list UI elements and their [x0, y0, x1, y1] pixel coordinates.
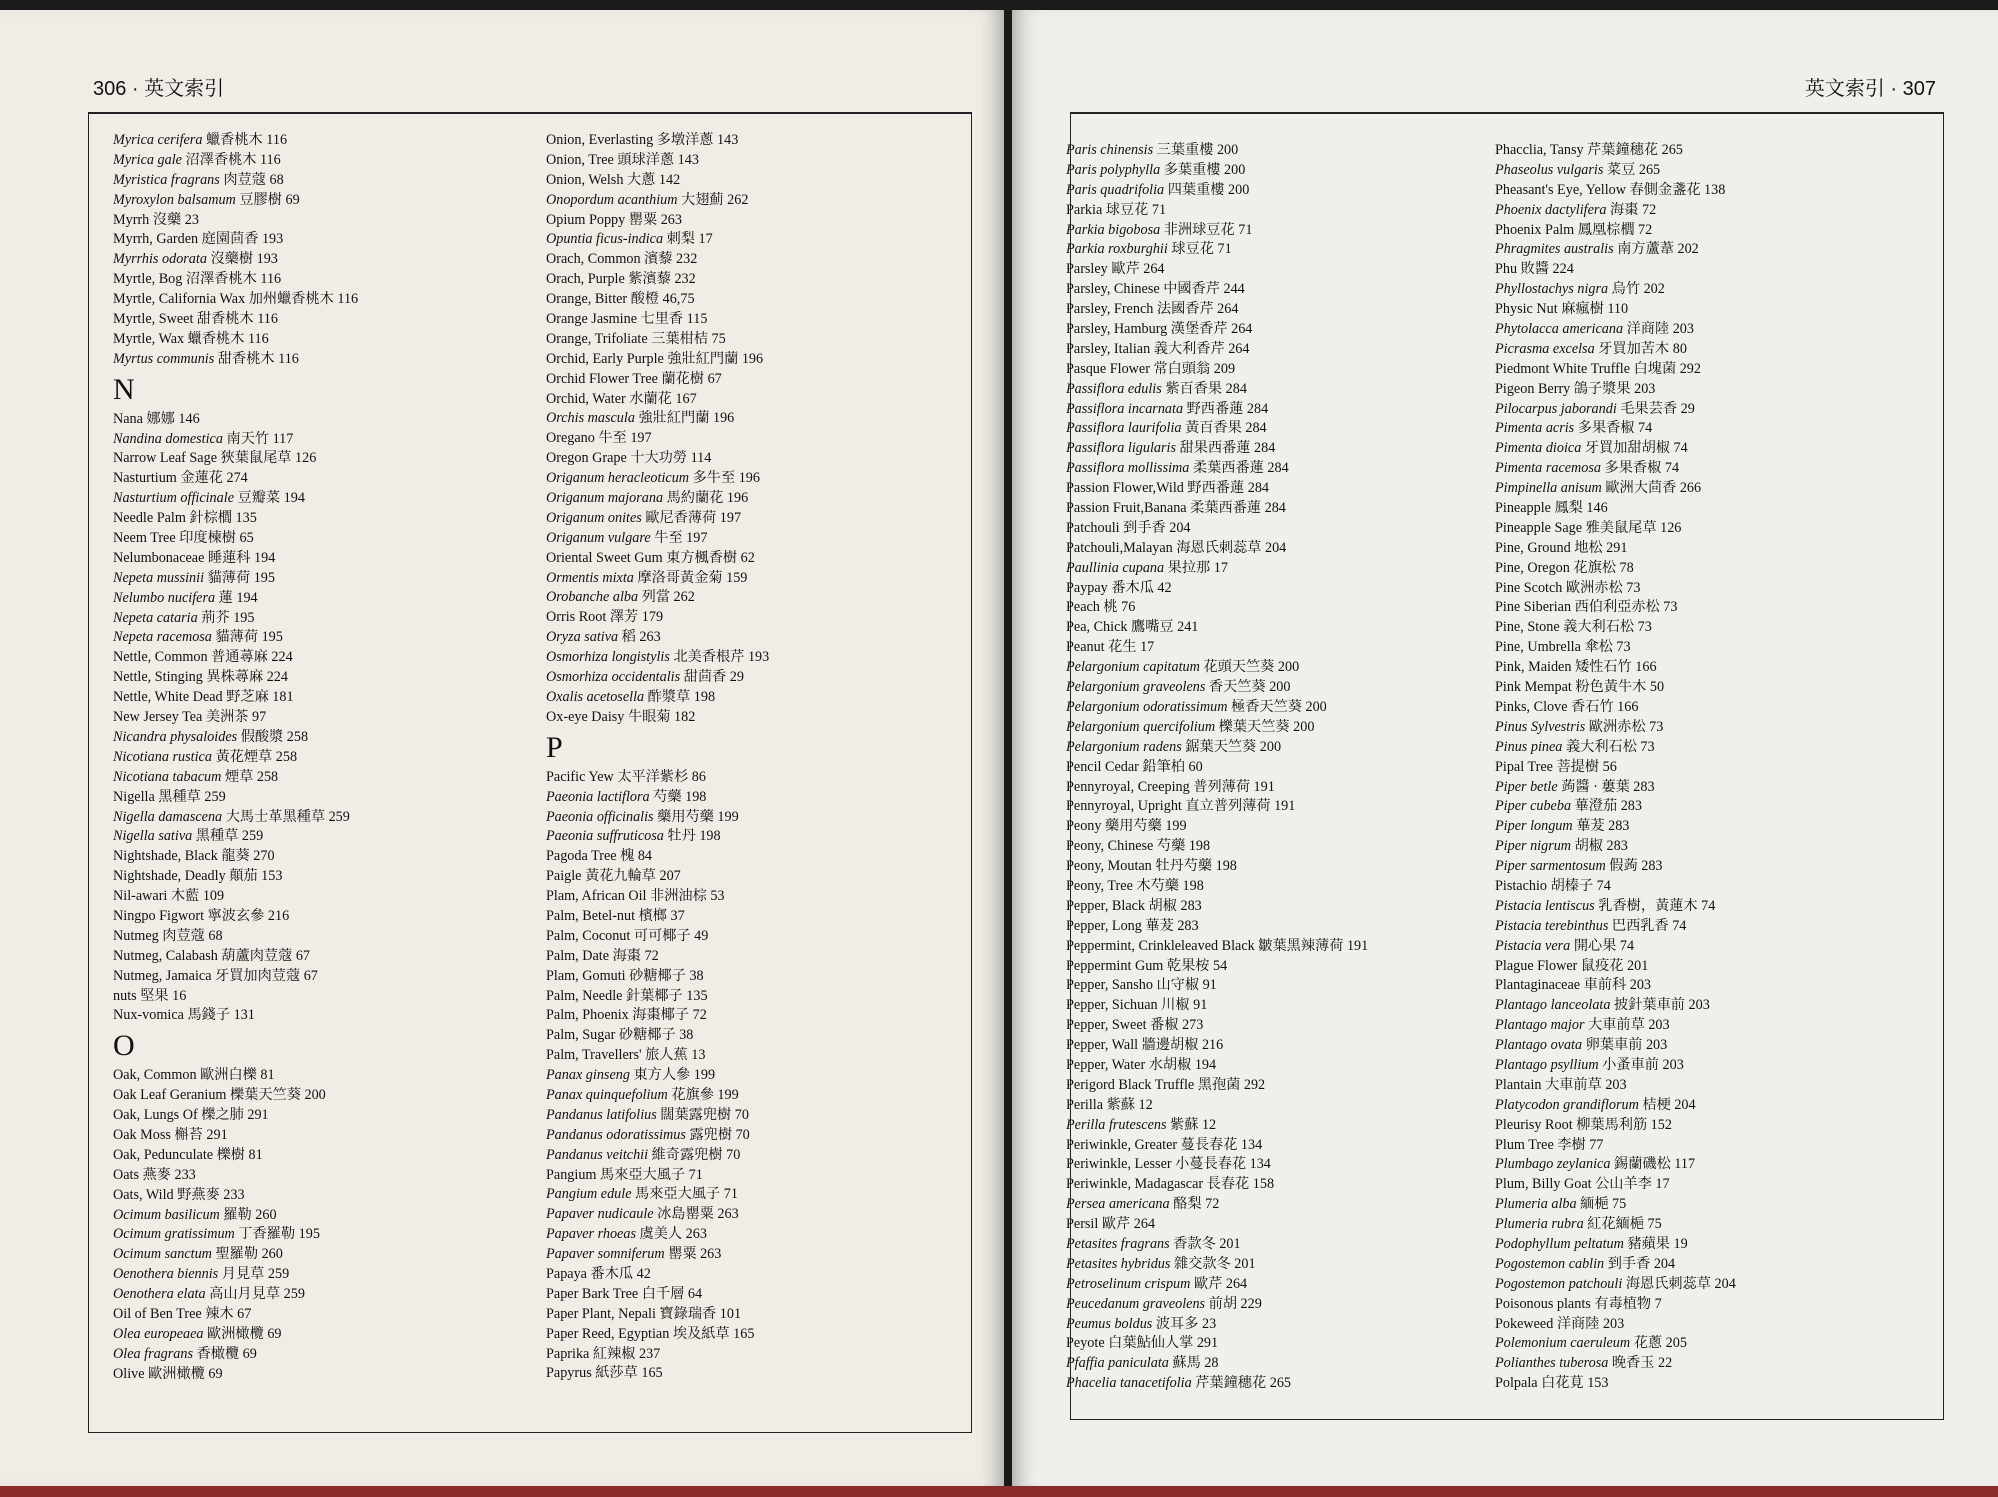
index-entry: Oregon Grape 十大功勞 114	[546, 450, 712, 467]
index-entry: Pine, Oregon 花旗松 78	[1495, 559, 1634, 576]
index-entry: Petasites hybridus 雜交款冬 201	[1066, 1255, 1256, 1272]
index-entry: Nigella sativa 黑種草 259	[113, 828, 264, 845]
index-entry: Orange, Bitter 酸橙 46,75	[546, 291, 695, 308]
index-entry: Plumeria rubra 紅花緬梔 75	[1495, 1216, 1662, 1233]
index-entry: Olea fragrans 香橄欖 69	[113, 1345, 257, 1362]
index-entry: Pogostemon cablin 到手香 204	[1495, 1255, 1676, 1272]
index-entry: Pine Siberian 西伯利亞赤松 73	[1495, 599, 1678, 616]
index-entry: Plum, Billy Goat 公山羊李 17	[1495, 1176, 1670, 1193]
index-entry: Phu 敗醬 224	[1495, 261, 1574, 278]
index-entry: Pistacia lentiscus 乳香樹，黃蓮木 74	[1495, 897, 1716, 914]
index-entry: Opium Poppy 罌粟 263	[546, 211, 682, 228]
index-entry: Nasturtium officinale 豆瓣菜 194	[113, 490, 305, 507]
index-entry: Plum Tree 李樹 77	[1495, 1136, 1604, 1153]
index-entry: Palm, Date 海棗 72	[546, 947, 659, 964]
index-entry: Plague Flower 鼠疫花 201	[1495, 957, 1649, 974]
index-entry: Neem Tree 印度楝樹 65	[113, 530, 254, 547]
index-entry: Passion Fruit,Banana 柔葉西番蓮 284	[1066, 500, 1286, 517]
index-entry: Pineapple 鳳梨 146	[1495, 500, 1608, 517]
index-entry: Plantain 大車前草 203	[1495, 1076, 1627, 1093]
index-entry: Oregano 牛至 197	[546, 430, 652, 447]
index-entry: Olea europeaea 歐洲橄欖 69	[113, 1325, 282, 1342]
index-entry: Myrrhis odorata 沒藥樹 193	[113, 251, 278, 268]
index-entry: Phacclia, Tansy 芹葉鐘穗花 265	[1495, 142, 1683, 158]
index-entry: Persea americana 酪梨 72	[1066, 1196, 1220, 1213]
index-entry: Pelargonium capitatum 花頭天竺葵 200	[1066, 659, 1300, 676]
index-entry: Paris chinensis 三葉重樓 200	[1066, 142, 1239, 158]
index-entry: Myrtle, Bog 沼澤香桃木 116	[113, 271, 282, 288]
index-entry: Osmorhiza occidentalis 甜茴香 29	[546, 669, 744, 686]
index-entry: Oak, Common 歐洲白櫟 81	[113, 1067, 275, 1084]
index-entry: Parkia roxburghii 球豆花 71	[1066, 241, 1232, 258]
index-entry: Passiflora laurifolia 黃百香果 284	[1066, 420, 1267, 437]
index-entry: Nana 娜娜 146	[113, 410, 200, 427]
index-entry: Ocimum sanctum 聖羅勒 260	[113, 1246, 283, 1263]
index-entry: Nandina domestica 南天竹 117	[113, 430, 294, 447]
index-entry: Papaver rhoeas 虞美人 263	[546, 1226, 707, 1243]
index-entry: Orchid, Early Purple 強壯紅門蘭 196	[546, 350, 764, 367]
index-entry: Orange, Trifoliate 三葉柑桔 75	[546, 330, 726, 347]
index-entry: Pepper, Sansho 山守椒 91	[1066, 977, 1217, 994]
index-entry: Paeonia lactiflora 芍藥 198	[546, 788, 707, 805]
index-entry: Pepper, Black 胡椒 283	[1066, 897, 1202, 914]
index-entry: Periwinkle, Madagascar 長春花 158	[1066, 1176, 1275, 1193]
index-entry: Passiflora mollissima 柔葉西番蓮 284	[1066, 460, 1289, 477]
index-entry: Paigle 黃花九輪草 207	[546, 868, 681, 885]
index-entry: Pimenta dioica 牙買加甜胡椒 74	[1495, 440, 1688, 457]
index-entry: Palm, Betel-nut 檳榔 37	[546, 907, 685, 924]
index-entry: Orobanche alba 列當 262	[546, 589, 695, 606]
index-entry: Pangium 馬來亞大風子 71	[546, 1166, 703, 1183]
index-entry: Oats, Wild 野燕麥 233	[113, 1186, 245, 1203]
index-entry: Oak Moss 槲苔 291	[113, 1126, 228, 1143]
index-entry: Nux-vomica 馬錢子 131	[113, 1007, 255, 1024]
index-entry: Pepper, Sweet 番椒 273	[1066, 1017, 1204, 1034]
index-entry: Orchid Flower Tree 蘭花樹 67	[546, 370, 722, 387]
index-entry: Onopordum acanthium 大翅薊 262	[546, 191, 749, 208]
index-entry: Oak, Lungs Of 櫟之肺 291	[113, 1107, 269, 1124]
index-entry: Origanum heracleoticum 多牛至 196	[546, 470, 760, 487]
index-entry: Piper betle 蒟醬 · 蔞葉 283	[1495, 778, 1655, 795]
index-entry: Pistacia vera 開心果 74	[1495, 937, 1635, 954]
index-entry: Parsley, Italian 義大利香芹 264	[1066, 340, 1250, 357]
index-entry: Pasque Flower 常白頭翁 209	[1066, 360, 1236, 377]
index-entry: Nil-awari 木藍 109	[113, 888, 225, 905]
index-entry: Nightshade, Black 龍葵 270	[113, 848, 275, 865]
index-entry: Nettle, White Dead 野芝麻 181	[113, 689, 294, 706]
index-entry: Picrasma excelsa 牙買加苦木 80	[1495, 340, 1687, 357]
index-entry: Pelargonium quercifolium 櫟葉天竺葵 200	[1066, 718, 1315, 735]
index-entry: Origanum vulgare 牛至 197	[546, 529, 708, 546]
index-entry: Myrtle, Sweet 甜香桃木 116	[113, 311, 278, 328]
index-entry: Narrow Leaf Sage 狹葉鼠尾草 126	[113, 450, 317, 467]
index-entry: Nelumbonaceae 睡蓮科 194	[113, 549, 276, 566]
index-entry: Perilla 紫蘇 12	[1066, 1096, 1153, 1113]
index-entry: Parsley, Hamburg 漢堡香芹 264	[1066, 321, 1253, 338]
index-entry: Pepper, Sichuan 川椒 91	[1066, 997, 1208, 1014]
index-entry: Passiflora incarnata 野西番蓮 284	[1066, 400, 1269, 417]
index-entry: Pistacia terebinthus 巴西乳香 74	[1495, 917, 1687, 934]
index-entry: Peucedanum graveolens 前胡 229	[1066, 1295, 1262, 1312]
index-entry: Nettle, Stinging 異株蕁麻 224	[113, 669, 288, 686]
index-entry: Perigord Black Truffle 黑孢菌 292	[1066, 1076, 1266, 1093]
index-entry: Poisonous plants 有毒植物 7	[1495, 1295, 1662, 1312]
index-entry: Papaya 番木瓜 42	[546, 1265, 651, 1282]
index-entry: Pipal Tree 菩提樹 56	[1495, 758, 1617, 775]
index-entry: Myrica gale 沼澤香桃木 116	[113, 151, 281, 168]
index-entry: Phytolacca americana 洋商陸 203	[1495, 321, 1694, 338]
index-entry: Parsley 歐芹 264	[1066, 261, 1165, 278]
index-entry: Pinus pinea 義大利石松 73	[1495, 738, 1655, 755]
index-entry: Oats 燕麥 233	[113, 1166, 196, 1183]
index-entry: Ocimum basilicum 羅勒 260	[113, 1206, 277, 1223]
index-entry: Myrica cerifera 蠟香桃木 116	[113, 132, 288, 148]
index-entry: Onion, Everlasting 多墩洋蔥 143	[546, 132, 739, 148]
index-entry: Periwinkle, Greater 蔓長春花 134	[1066, 1136, 1263, 1153]
index-entry: Orange Jasmine 七里香 115	[546, 311, 708, 328]
index-entry: Panax ginseng 東方人參 199	[546, 1067, 716, 1084]
index-entry: Nelumbo nucifera 蓮 194	[113, 589, 258, 606]
index-entry: Paprika 紅辣椒 237	[546, 1345, 661, 1362]
index-entry: Pink, Maiden 矮性石竹 166	[1495, 659, 1657, 676]
index-entry: Pheasant's Eye, Yellow 春側金盞花 138	[1495, 181, 1726, 198]
index-entry: Palm, Needle 針葉椰子 135	[546, 987, 708, 1004]
index-entry: Oak, Pedunculate 櫟樹 81	[113, 1146, 263, 1163]
index-entry: Patchouli,Malayan 海恩氏刺蕊草 204	[1066, 539, 1287, 556]
left-column-1	[113, 131, 543, 1385]
index-entry: Peppermint Gum 乾果桉 54	[1066, 957, 1228, 974]
index-entry: Pokeweed 洋商陸 203	[1495, 1315, 1625, 1332]
index-entry: Phragmites australis 南方蘆葦 202	[1495, 241, 1699, 258]
index-entry: Myrtus communis 甜香桃木 116	[113, 350, 299, 367]
index-entry: Nicotiana rustica 黃花煙草 258	[113, 748, 298, 765]
index-entry: Pistachio 胡榛子 74	[1495, 877, 1611, 894]
index-entry: Parkia 球豆花 71	[1066, 201, 1167, 218]
index-entry: Phacelia tanacetifolia 芹葉鐘穗花 265	[1066, 1375, 1292, 1392]
index-entry: Pennyroyal, Creeping 普列薄荷 191	[1066, 778, 1275, 795]
right-column-1	[1066, 141, 1496, 1394]
index-entry: Oenothera biennis 月見草 259	[113, 1266, 290, 1283]
index-entry: Peumus boldus 波耳多 23	[1066, 1315, 1217, 1332]
index-entry: Peony, Moutan 牡丹芍藥 198	[1066, 858, 1237, 875]
index-entry: Nicotiana tabacum 煙草 258	[113, 768, 279, 785]
index-entry: Pogostemon patchouli 海恩氏刺蕊草 204	[1495, 1275, 1736, 1292]
index-entry: Pigeon Berry 鴿子漿果 203	[1495, 380, 1656, 397]
index-entry: Paullinia cupana 果拉那 17	[1066, 559, 1228, 576]
index-entry: Orchid, Water 水蘭花 167	[546, 390, 697, 407]
index-entry: Orach, Common 濱藜 232	[546, 251, 698, 268]
index-entry: Nigella 黑種草 259	[113, 788, 226, 805]
index-entry: Plantago major 大車前草 203	[1495, 1017, 1670, 1034]
index-entry: Pimenta racemosa 多果香椒 74	[1495, 460, 1680, 477]
index-entry: Pilocarpus jaborandi 毛果芸香 29	[1495, 400, 1695, 417]
index-entry: Plumeria alba 緬梔 75	[1495, 1196, 1627, 1213]
index-entry: Pandanus veitchii 維奇露兜樹 70	[546, 1146, 741, 1163]
index-entry: Palm, Coconut 可可椰子 49	[546, 927, 709, 944]
index-entry: Podophyllum peltatum 豬蘋果 19	[1495, 1235, 1688, 1252]
index-entry: Paris polyphylla 多葉重樓 200	[1066, 161, 1246, 178]
index-entry: Paeonia officinalis 藥用芍藥 199	[546, 808, 739, 825]
index-entry: Nutmeg 肉荳蔻 68	[113, 927, 223, 944]
index-entry: Pimpinella anisum 歐洲大茴香 266	[1495, 480, 1702, 497]
index-entry: Peony, Chinese 芍藥 198	[1066, 838, 1211, 855]
index-entry: Olive 歐洲橄欖 69	[113, 1365, 223, 1382]
index-entry: Nigella damascena 大馬士革黑種草 259	[113, 808, 350, 825]
index-entry: Pinks, Clove 香石竹 166	[1495, 698, 1639, 715]
index-entry: Plam, Gomuti 砂糖椰子 38	[546, 967, 704, 984]
index-entry: Peyote 白葉鮎仙人掌 291	[1066, 1335, 1219, 1352]
index-entry: Piedmont White Truffle 白塊菌 292	[1495, 360, 1701, 377]
index-entry: Pepper, Wall 牆邊胡椒 216	[1066, 1037, 1224, 1054]
index-entry: Pea, Chick 鷹嘴豆 241	[1066, 619, 1199, 636]
index-entry: Polemonium caeruleum 花蔥 205	[1495, 1335, 1687, 1352]
index-entry: Palm, Travellers' 旅人蕉 13	[546, 1047, 706, 1064]
index-entry: Paeonia suffruticosa 牡丹 198	[546, 828, 721, 845]
index-entry: Oxalis acetosella 酢漿草 198	[546, 688, 716, 705]
index-entry: Piper nigrum 胡椒 283	[1495, 838, 1628, 855]
index-entry: Pinus Sylvestris 歐洲赤松 73	[1495, 718, 1664, 735]
left-column-2	[546, 131, 976, 1384]
index-entry: Pandanus latifolius 闊葉露兜樹 70	[546, 1106, 749, 1123]
index-entry: Origanum majorana 馬約蘭花 196	[546, 490, 749, 507]
index-entry: nuts 堅果 16	[113, 987, 187, 1004]
index-entry: Platycodon grandiflorum 桔梗 204	[1495, 1096, 1696, 1113]
index-entry: Nepeta mussinii 貓薄荷 195	[113, 569, 275, 586]
index-entry: Parsley, Chinese 中國香芹 244	[1066, 281, 1245, 298]
index-entry: Myrtle, California Wax 加州蠟香桃木 116	[113, 291, 359, 308]
index-entry: Ocimum gratissimum 丁香羅勒 195	[113, 1226, 320, 1243]
section-letter: O	[113, 1029, 135, 1063]
index-entry: Pfaffia paniculata 蘇馬 28	[1066, 1355, 1219, 1372]
index-entry: Paypay 番木瓜 42	[1066, 579, 1172, 596]
index-entry: Pacific Yew 太平洋紫杉 86	[546, 768, 706, 785]
index-entry: New Jersey Tea 美洲茶 97	[113, 709, 267, 726]
index-entry: Paper Plant, Nepali 寶錄瑞香 101	[546, 1305, 742, 1322]
section-letter: P	[546, 730, 563, 764]
index-entry: Nasturtium 金蓮花 274	[113, 470, 248, 487]
right-page-header: 英文索引 · 307	[1804, 78, 1936, 100]
index-entry: Pandanus odoratissimus 露兜樹 70	[546, 1126, 750, 1143]
index-entry: Panax quinquefolium 花旗參 199	[546, 1086, 739, 1103]
index-entry: Pink Mempat 粉色黃牛木 50	[1495, 679, 1665, 696]
index-entry: Myristica fragrans 肉荳蔻 68	[113, 171, 284, 188]
index-entry: Nicandra physaloides 假酸漿 258	[113, 728, 309, 745]
index-entry: Plantago psyllium 小蚤車前 203	[1495, 1056, 1684, 1073]
index-entry: Plantago ovata 卵葉車前 203	[1495, 1037, 1668, 1054]
index-entry: Needle Palm 針棕櫚 135	[113, 510, 257, 527]
index-entry: Plam, African Oil 非洲油棕 53	[546, 888, 725, 905]
index-entry: Pleurisy Root 柳葉馬利筋 152	[1495, 1116, 1672, 1133]
index-entry: Osmorhiza longistylis 北美香根芹 193	[546, 649, 770, 666]
index-entry: Papaver nudicaule 冰島罌粟 263	[546, 1206, 739, 1223]
index-entry: Origanum onites 歐尼香薄荷 197	[546, 509, 742, 526]
index-entry: Palm, Sugar 砂糖椰子 38	[546, 1027, 694, 1044]
index-entry: Passiflora ligularis 甜果西番蓮 284	[1066, 440, 1276, 457]
index-entry: Onion, Welsh 大蔥 142	[546, 171, 681, 188]
index-entry: Pencil Cedar 鉛筆柏 60	[1066, 758, 1203, 775]
index-entry: Oenothera elata 高山月見草 259	[113, 1286, 305, 1303]
index-entry: Polpala 白花莧 153	[1495, 1375, 1609, 1392]
index-entry: Palm, Phoenix 海棗椰子 72	[546, 1007, 707, 1024]
index-entry: Plantaginaceae 車前科 203	[1495, 977, 1652, 994]
index-entry: Pelargonium odoratissimum 極香天竺葵 200	[1066, 698, 1327, 715]
index-entry: Polianthes tuberosa 晚香玉 22	[1495, 1355, 1673, 1372]
index-entry: Phyllostachys nigra 烏竹 202	[1495, 281, 1665, 298]
index-entry: Plumbago zeylanica 錫蘭磯松 117	[1495, 1156, 1696, 1173]
index-entry: Myrrh, Garden 庭園茴香 193	[113, 231, 284, 248]
index-entry: Peony 藥用芍藥 199	[1066, 818, 1187, 835]
index-entry: Ox-eye Daisy 牛眼菊 182	[546, 708, 696, 725]
index-entry: Paper Reed, Egyptian 埃及紙草 165	[546, 1325, 755, 1342]
index-entry: Paris quadrifolia 四葉重樓 200	[1066, 181, 1250, 198]
index-entry: Peony, Tree 木芍藥 198	[1066, 877, 1204, 894]
index-entry: Pine, Stone 義大利石松 73	[1495, 619, 1652, 636]
index-entry: Pine Scotch 歐洲赤松 73	[1495, 579, 1641, 596]
index-entry: Opuntia ficus-indica 刺梨 17	[546, 231, 713, 248]
index-entry: Nettle, Common 普通蕁麻 224	[113, 649, 293, 666]
index-entry: Petroselinum crispum 歐芹 264	[1066, 1275, 1248, 1292]
index-entry: Myrrh 沒藥 23	[113, 211, 199, 228]
index-entry: Ningpo Figwort 寧波玄參 216	[113, 907, 290, 924]
index-entry: Papaver somniferum 罌粟 263	[546, 1246, 722, 1263]
index-entry: Pine, Umbrella 傘松 73	[1495, 639, 1631, 656]
index-entry: Orach, Purple 紫濱藜 232	[546, 271, 696, 288]
index-entry: Papyrus 紙莎草 165	[546, 1365, 663, 1382]
index-entry: Phoenix dactylifera 海棗 72	[1495, 201, 1657, 218]
right-column-2	[1495, 141, 1925, 1394]
index-entry: Physic Nut 麻瘋樹 110	[1495, 301, 1629, 318]
index-entry: Peanut 花生 17	[1066, 639, 1155, 656]
index-entry: Parsley, French 法國香芹 264	[1066, 301, 1239, 318]
index-entry: Oryza sativa 稻 263	[546, 629, 661, 646]
index-entry: Pine, Ground 地松 291	[1495, 539, 1628, 556]
index-entry: Peppermint, Crinkleleaved Black 皺葉黑辣薄荷 191	[1066, 937, 1369, 954]
index-entry: Paper Bark Tree 白千層 64	[546, 1285, 703, 1302]
index-entry: Oil of Ben Tree 辣木 67	[113, 1305, 252, 1322]
index-entry: Passion Flower,Wild 野西番蓮 284	[1066, 480, 1270, 497]
index-entry: Pagoda Tree 槐 84	[546, 848, 653, 865]
index-entry: Pelargonium radens 鋸葉天竺葵 200	[1066, 738, 1282, 755]
index-entry: Passiflora edulis 紫百香果 284	[1066, 380, 1247, 397]
index-entry: Peach 桃 76	[1066, 599, 1136, 616]
section-letter: N	[113, 372, 135, 406]
index-entry: Periwinkle, Lesser 小蔓長春花 134	[1066, 1156, 1271, 1173]
index-entry: Phoenix Palm 鳳凰棕櫚 72	[1495, 221, 1653, 238]
index-entry: Perilla frutescens 紫蘇 12	[1066, 1116, 1217, 1133]
left-page-header: 306 · 英文索引	[93, 78, 225, 100]
index-entry: Pimenta acris 多果香椒 74	[1495, 420, 1653, 437]
index-entry: Oak Leaf Geranium 櫟葉天竺葵 200	[113, 1087, 326, 1104]
index-entry: Myroxylon balsamum 豆膠樹 69	[113, 191, 300, 208]
index-entry: Pennyroyal, Upright 直立普列薄荷 191	[1066, 798, 1296, 815]
index-entry: Petasites fragrans 香款冬 201	[1066, 1235, 1241, 1252]
index-entry: Onion, Tree 頭球洋蔥 143	[546, 151, 699, 168]
index-entry: Nepeta cataria 荊芥 195	[113, 609, 255, 626]
index-entry: Orchis mascula 強壯紅門蘭 196	[546, 410, 735, 427]
index-entry: Piper longum 蓽茇 283	[1495, 818, 1630, 835]
index-entry: Pepper, Water 水胡椒 194	[1066, 1056, 1217, 1073]
index-entry: Piper cubeba 蓽澄茄 283	[1495, 798, 1642, 815]
index-entry: Plantago lanceolata 披針葉車前 203	[1495, 997, 1710, 1014]
index-entry: Parkia bigobosa 非洲球豆花 71	[1066, 221, 1253, 238]
index-entry: Pangium edule 馬來亞大風子 71	[546, 1186, 738, 1203]
index-entry: Persil 歐芹 264	[1066, 1216, 1156, 1233]
index-entry: Patchouli 到手香 204	[1066, 519, 1191, 536]
index-entry: Myrtle, Wax 蠟香桃木 116	[113, 330, 269, 347]
index-entry: Orris Root 澤芳 179	[546, 609, 664, 626]
index-entry: Nepeta racemosa 貓薄荷 195	[113, 629, 283, 646]
index-entry: Phaseolus vulgaris 菜豆 265	[1495, 161, 1661, 178]
index-entry: Pelargonium graveolens 香天竺葵 200	[1066, 679, 1291, 696]
index-entry: Nutmeg, Calabash 葫蘆肉荳蔻 67	[113, 947, 311, 964]
index-entry: Oriental Sweet Gum 東方楓香樹 62	[546, 549, 755, 566]
index-entry: Pineapple Sage 雅美鼠尾草 126	[1495, 519, 1682, 536]
index-entry: Nutmeg, Jamaica 牙買加肉荳蔻 67	[113, 967, 318, 984]
index-entry: Nightshade, Deadly 顛茄 153	[113, 868, 283, 885]
index-entry: Piper sarmentosum 假蒟 283	[1495, 858, 1663, 875]
index-entry: Pepper, Long 蓽茇 283	[1066, 917, 1199, 934]
index-entry: Ormentis mixta 摩洛哥黃金菊 159	[546, 569, 748, 586]
book-bottom-edge	[0, 1486, 1998, 1497]
